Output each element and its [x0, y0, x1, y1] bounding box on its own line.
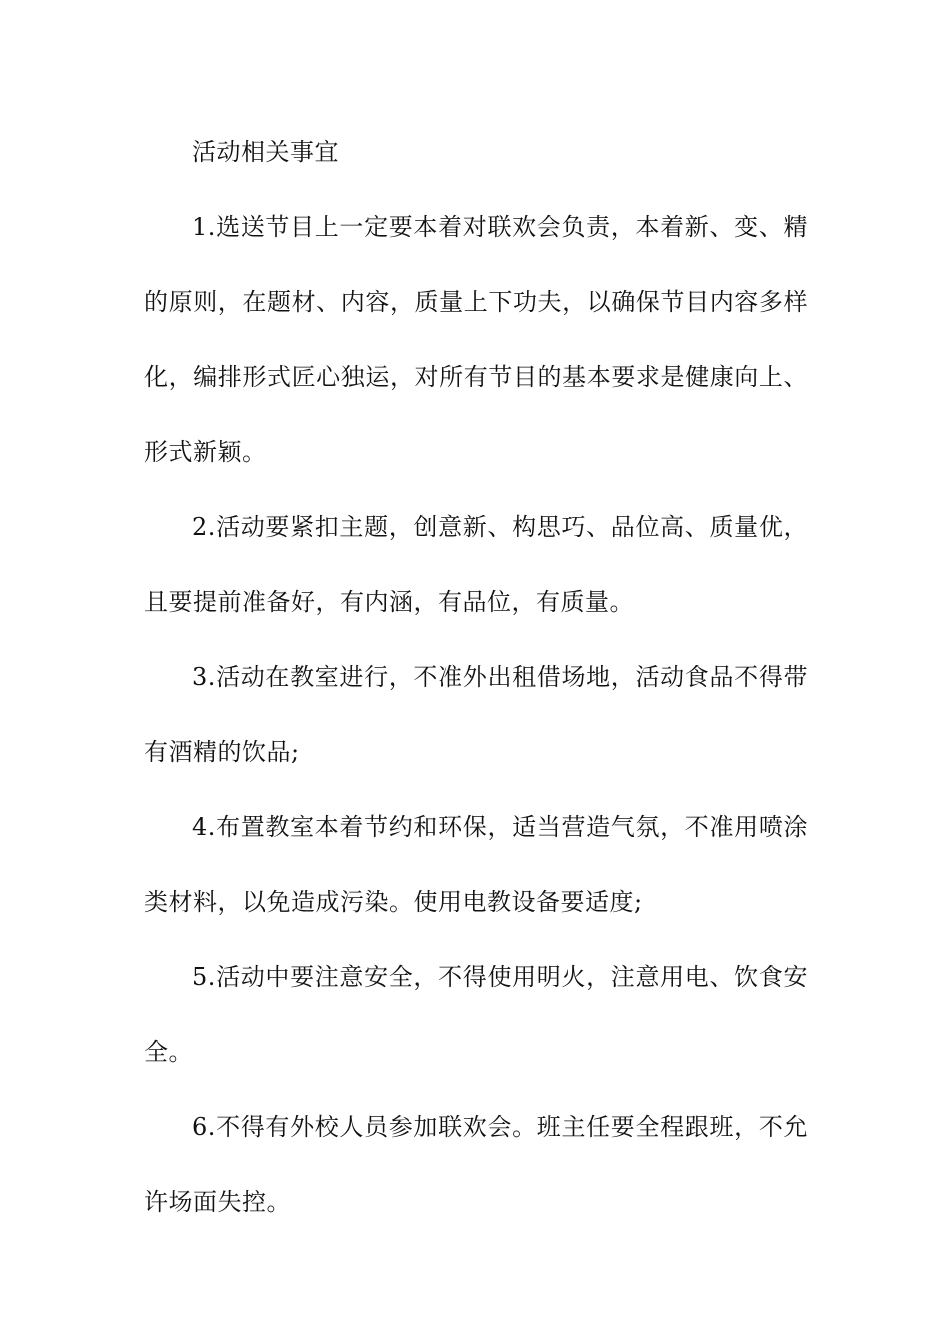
document-body — [144, 115, 808, 1240]
paragraph-4: 4.布置教室本着节约和环保，适当营造气氛，不准用喷涂类材料，以免造成污染。使用电教设备要适度; — [144, 813, 808, 916]
paragraph-5: 5.活动中要注意安全，不得使用明火，注意用电、饮食安全。 — [144, 963, 808, 1066]
section-heading: 活动相关事宜 — [192, 138, 339, 166]
paragraph-2: 2.活动要紧扣主题，创意新、构思巧、品位高、质量优，且要提前准备好，有内涵，有品位，有质量。 — [144, 513, 808, 616]
paragraph-3: 3.活动在教室进行，不准外出租借场地，活动食品不得带有酒精的饮品; — [144, 663, 808, 766]
paragraph-1: 1.选送节目上一定要本着对联欢会负责，本着新、变、精的原则，在题材、内容，质量上下功夫，以确保节目内容多样化，编排形式匠心独运，对所有节目的基本要求是健康向上、形式新颖。 — [144, 213, 808, 466]
paragraph-6: 6.不得有外校人员参加联欢会。班主任要全程跟班，不允许场面失控。 — [144, 1113, 808, 1216]
